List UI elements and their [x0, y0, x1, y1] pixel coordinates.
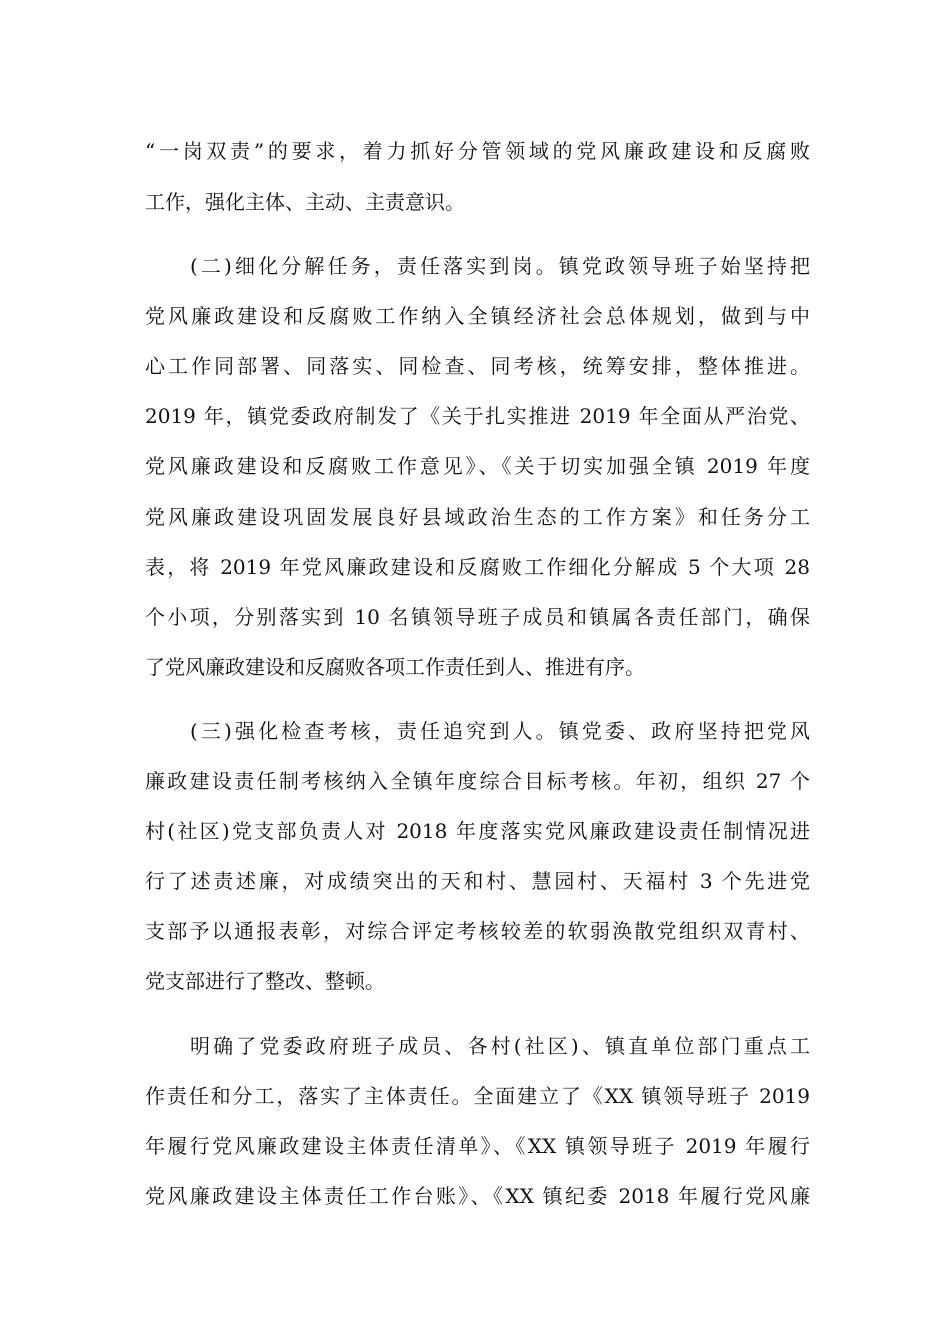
paragraph-line: 工作，强化主体、主动、主责意识。 [145, 190, 465, 214]
paragraph-line: 党风廉政建设巩固发展良好县域政治生态的工作方案》和任务分工 [145, 505, 810, 529]
paragraph-line: “一岗双责”的要求，着力抓好分管领域的党风廉政建设和反腐败 [145, 139, 810, 163]
paragraph-line: 行了述责述廉，对成绩突出的天和村、慧园村、天福村 3 个先进党 [145, 869, 810, 893]
paragraph-line: 作责任和分工，落实了主体责任。全面建立了《XX 镇领导班子 2019 [145, 1084, 810, 1108]
paragraph-line: (三)强化检查考核，责任追究到人。镇党委、政府坚持把党风 [190, 719, 810, 743]
paragraph-line: 个小项，分别落实到 10 名镇领导班子成员和镇属各责任部门，确保 [145, 605, 810, 629]
paragraph-line: 心工作同部署、同落实、同检查、同考核，统筹安排，整体推进。 [145, 354, 810, 378]
paragraph-line: 党支部进行了整改、整顿。 [145, 969, 385, 993]
paragraph-line: 2019 年，镇党委政府制发了《关于扎实推进 2019 年全面从严治党、 [145, 404, 810, 428]
paragraph-line: 支部予以通报表彰，对综合评定考核较差的软弱涣散党组织双青村、 [145, 919, 810, 943]
paragraph-line: 了党风廉政建设和反腐败各项工作责任到人、推进有序。 [145, 655, 645, 679]
paragraph-line: 廉政建设责任制考核纳入全镇年度综合目标考核。年初，组织 27 个 [145, 769, 810, 793]
paragraph-line: 党风廉政建设和反腐败工作纳入全镇经济社会总体规划，做到与中 [145, 304, 810, 328]
paragraph-line: 党风廉政建设和反腐败工作意见》、《关于切实加强全镇 2019 年度 [145, 454, 810, 478]
paragraph-line: (二)细化分解任务，责任落实到岗。镇党政领导班子始坚持把 [190, 254, 810, 278]
paragraph-line: 表，将 2019 年党风廉政建设和反腐败工作细化分解成 5 个大项 28 [145, 555, 810, 579]
paragraph-line: 明确了党委政府班子成员、各村(社区)、镇直单位部门重点工 [190, 1034, 810, 1058]
paragraph-line: 党风廉政建设主体责任工作台账》、《XX 镇纪委 2018 年履行党风廉 [145, 1184, 810, 1208]
paragraph-line: 村(社区)党支部负责人对 2018 年度落实党风廉政建设责任制情况进 [145, 819, 810, 843]
paragraph-line: 年履行党风廉政建设主体责任清单》、《XX 镇领导班子 2019 年履行 [145, 1134, 810, 1158]
